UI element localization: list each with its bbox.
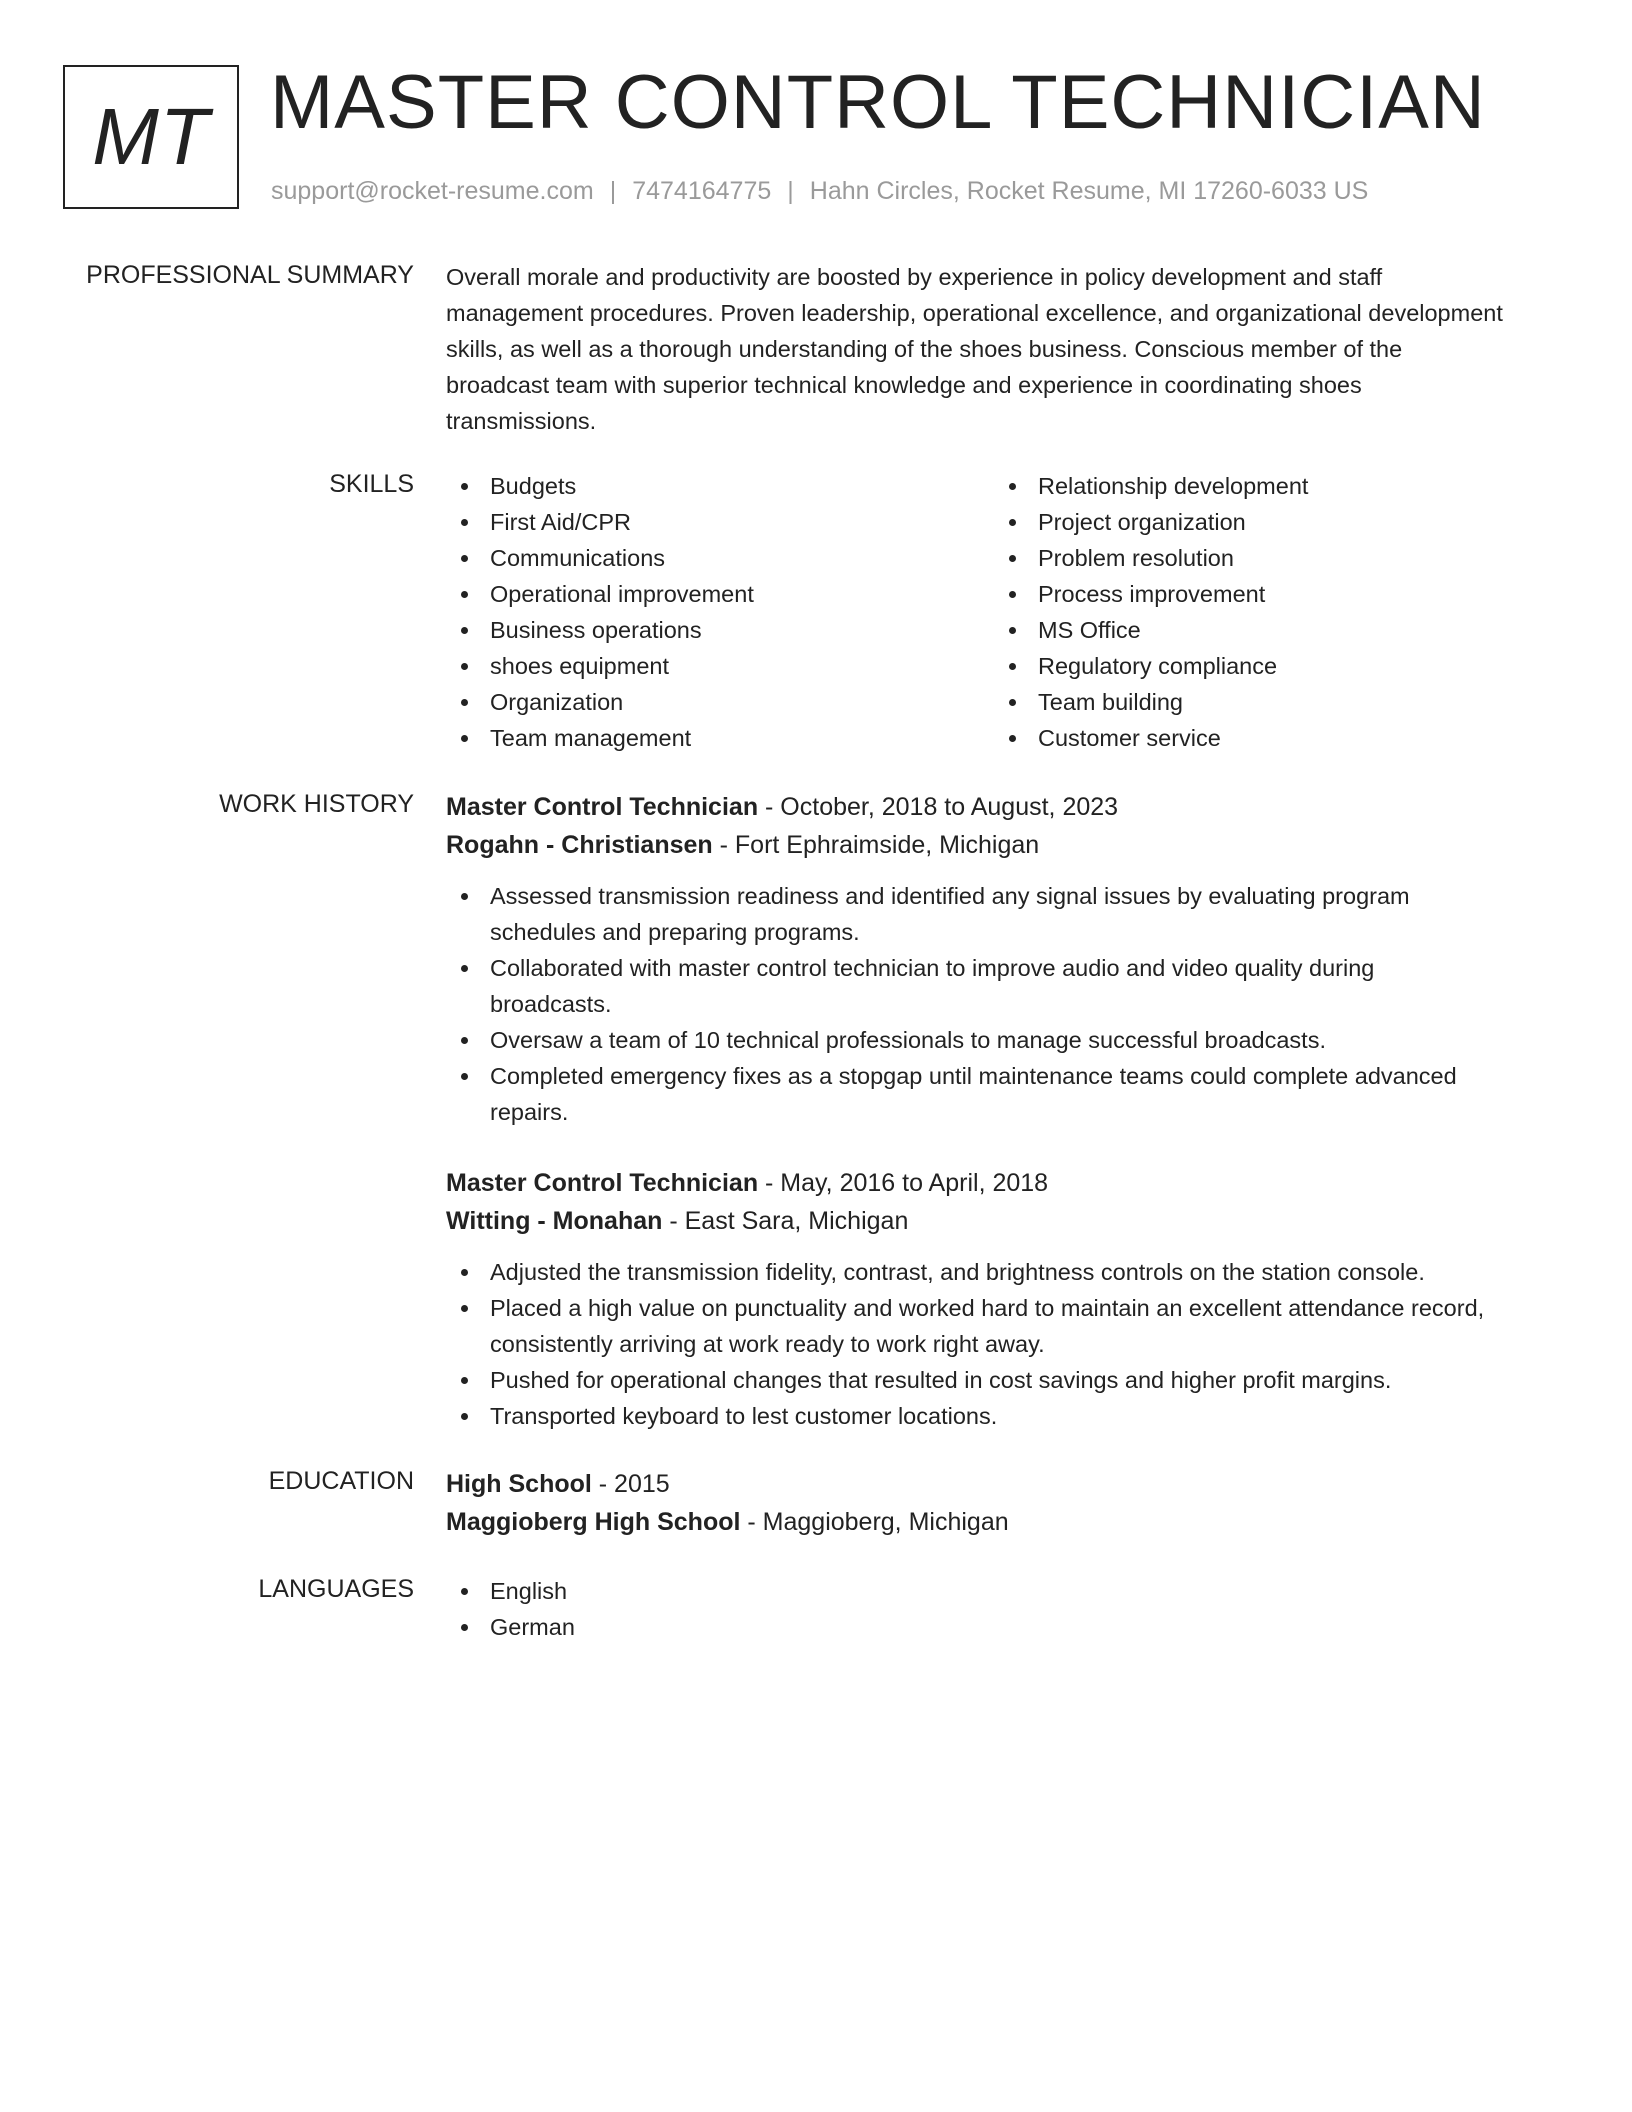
duty-line: Assessed transmission readiness and identified any signal issues by evaluating program <box>490 883 1410 909</box>
job-duties <box>446 1254 1556 1434</box>
summary-line: transmissions. <box>446 408 597 434</box>
education-degree: High School <box>446 1470 592 1498</box>
education-school: Maggioberg High School <box>446 1508 741 1536</box>
job-company: Rogahn - Christiansen <box>446 831 713 859</box>
skills-heading: SKILLS <box>329 470 414 498</box>
education-degree-line <box>446 1465 1556 1503</box>
skill-item: Operational improvement <box>446 576 994 612</box>
education-heading: EDUCATION <box>268 1467 414 1495</box>
job-entry <box>446 788 1556 1130</box>
job-dates: - May, 2016 to April, 2018 <box>758 1169 1049 1197</box>
work-history-body <box>446 788 1556 1429</box>
job-duty <box>446 1058 1556 1130</box>
skill-item: Organization <box>446 684 994 720</box>
job-duty <box>446 1254 1556 1290</box>
job-company: Witting - Monahan <box>446 1207 663 1235</box>
duty-line: Transported keyboard to lest customer locations. <box>490 1403 998 1429</box>
job-duty <box>446 1290 1556 1362</box>
skill-item: Communications <box>446 540 994 576</box>
summary-line: management procedures. Proven leadership, operational excellence, and organizational development <box>446 300 1503 326</box>
duty-line: Oversaw a team of 10 technical professionals to manage successful broadcasts. <box>490 1027 1326 1053</box>
education-school-line <box>446 1503 1556 1541</box>
language-item: German <box>446 1609 1556 1645</box>
summary-line: broadcast team with superior technical knowledge and experience in coordinating shoes <box>446 372 1362 398</box>
job-title-line <box>446 1164 1556 1202</box>
skill-item: Regulatory compliance <box>994 648 1542 684</box>
duty-line: consistently arriving at work ready to work right away. <box>490 1331 1045 1357</box>
duty-line: schedules and preparing programs. <box>490 919 860 945</box>
contact-line <box>271 176 1368 206</box>
skills-list <box>446 468 1556 756</box>
job-company-line <box>446 1202 1556 1240</box>
duty-line: repairs. <box>490 1099 569 1125</box>
work-history-heading: WORK HISTORY <box>219 790 414 818</box>
skill-item: Project organization <box>994 504 1542 540</box>
job-duties <box>446 878 1556 1130</box>
job-entry <box>446 1164 1556 1434</box>
contact-separator: | <box>787 177 794 205</box>
skill-item: Problem resolution <box>994 540 1542 576</box>
skill-item: Process improvement <box>994 576 1542 612</box>
skill-item: Team management <box>446 720 994 756</box>
languages-heading: LANGUAGES <box>258 1575 414 1603</box>
duty-line: broadcasts. <box>490 991 612 1017</box>
summary-line: skills, as well as a thorough understanding of the shoes business. Conscious member of the <box>446 336 1403 362</box>
job-title-line <box>446 788 1556 826</box>
candidate-name: MASTER CONTROL TECHNICIAN <box>270 60 1486 145</box>
job-duty <box>446 1398 1556 1434</box>
languages-body <box>446 1573 1556 1645</box>
education-body <box>446 1465 1556 1541</box>
summary-heading: PROFESSIONAL SUMMARY <box>86 261 414 289</box>
job-location: - East Sara, Michigan <box>662 1207 909 1235</box>
job-duty <box>446 1022 1556 1058</box>
education-location: - Maggioberg, Michigan <box>740 1508 1009 1536</box>
job-company-line <box>446 826 1556 864</box>
skills-column-left <box>446 468 994 756</box>
job-location: - Fort Ephraimside, Michigan <box>712 831 1040 859</box>
duty-line: Completed emergency fixes as a stopgap until maintenance teams could complete advanced <box>490 1063 1457 1089</box>
skill-item: Budgets <box>446 468 994 504</box>
duty-line: Placed a high value on punctuality and worked hard to maintain an excellent attendance record, <box>490 1295 1485 1321</box>
skill-item: Relationship development <box>994 468 1542 504</box>
skills-column-right <box>994 468 1542 756</box>
monogram-text: MT <box>92 92 210 181</box>
duty-line: Pushed for operational changes that resulted in cost savings and higher profit margins. <box>490 1367 1392 1393</box>
summary-text <box>446 259 1556 439</box>
skill-item: Business operations <box>446 612 994 648</box>
job-duty <box>446 1362 1556 1398</box>
job-dates: - October, 2018 to August, 2023 <box>758 793 1119 821</box>
languages-list <box>446 1573 1556 1645</box>
education-year: - 2015 <box>591 1470 670 1498</box>
job-duty <box>446 950 1556 1022</box>
job-title: Master Control Technician <box>446 1169 759 1197</box>
skill-item: MS Office <box>994 612 1542 648</box>
monogram-badge <box>63 65 239 209</box>
duty-line: Collaborated with master control technician to improve audio and video quality during <box>490 955 1375 981</box>
contact-phone[interactable]: 7474164775 <box>632 177 772 205</box>
skill-item: shoes equipment <box>446 648 994 684</box>
skill-item: First Aid/CPR <box>446 504 994 540</box>
contact-email[interactable]: support@rocket-resume.com <box>271 177 594 205</box>
job-title: Master Control Technician <box>446 793 759 821</box>
job-duty <box>446 878 1556 950</box>
contact-separator: | <box>609 177 617 205</box>
contact-address: Hahn Circles, Rocket Resume, MI 17260-6033 US <box>809 177 1369 205</box>
skill-item: Team building <box>994 684 1542 720</box>
duty-line: Adjusted the transmission fidelity, contrast, and brightness controls on the station console. <box>490 1259 1425 1285</box>
summary-line: Overall morale and productivity are boosted by experience in policy development and staff <box>446 264 1383 290</box>
skill-item: Customer service <box>994 720 1542 756</box>
language-item: English <box>446 1573 1556 1609</box>
